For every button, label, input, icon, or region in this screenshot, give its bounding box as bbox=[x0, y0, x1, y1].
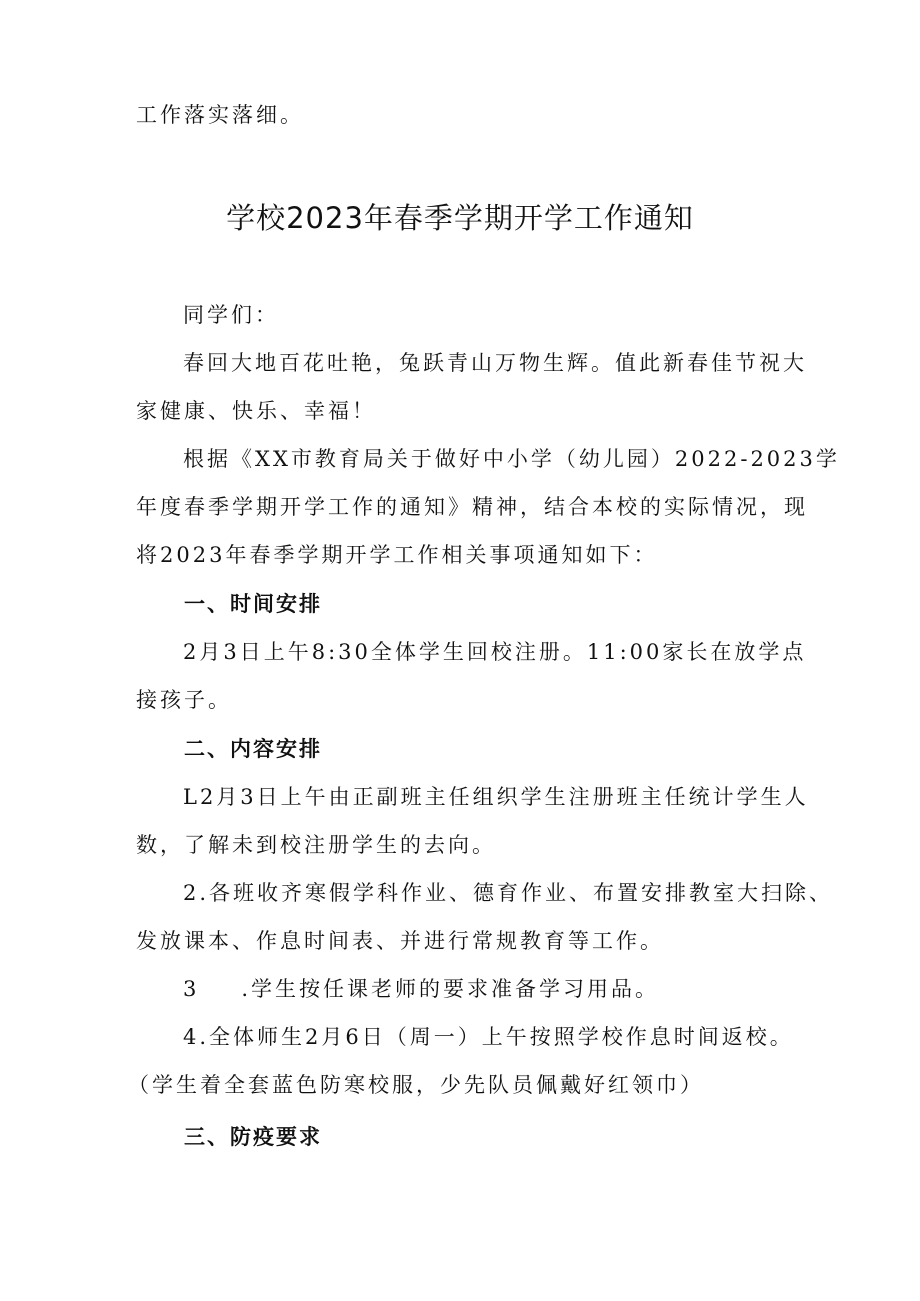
section-2-item-2-line-2: 发放课本、作息时间表、并进行常规教育等工作。 bbox=[136, 929, 664, 953]
section-2-item-4-line-1: 4.全体师生2月6日（周一）上午按照学校作息时间返校。 bbox=[183, 1025, 794, 1049]
section-heading-content: 二、内容安排 bbox=[184, 737, 322, 761]
salutation: 同学们： bbox=[183, 303, 279, 327]
section-2-item-1-line-1: L2月3日上午由正副班主任组织学生注册班主任统计学生人 bbox=[183, 785, 809, 809]
section-1-line-1: 2月3日上午8:30全体学生回校注册。11:00家长在放学点 bbox=[183, 640, 807, 664]
section-2-item-2-line-1: 2.各班收齐寒假学科作业、德育作业、布置安排教室大扫除、 bbox=[183, 881, 834, 905]
intro-paragraph-1-line-1: 春回大地百花吐艳，兔跃青山万物生辉。值此新春佳节祝大 bbox=[183, 351, 807, 375]
section-1-line-2: 接孩子。 bbox=[136, 688, 232, 712]
intro-paragraph-1-line-2: 家健康、快乐、幸福！ bbox=[136, 399, 376, 423]
section-2-item-1-line-2: 数，了解未到校注册学生的去向。 bbox=[136, 833, 496, 857]
intro-paragraph-2-line-2: 年度春季学期开学工作的通知》精神，结合本校的实际情况，现 bbox=[136, 495, 808, 519]
section-heading-time: 一、时间安排 bbox=[184, 592, 322, 616]
carry-over-line: 工作落实落细。 bbox=[136, 103, 304, 127]
section-2-item-3-text: .学生按任课老师的要求准备学习用品。 bbox=[241, 977, 660, 1001]
section-2-item-4-line-2: （学生着全套蓝色防寒校服，少先队员佩戴好红领巾） bbox=[128, 1073, 704, 1097]
intro-paragraph-2-line-1: 根据《XX市教育局关于做好中小学（幼儿园）2022-2023学 bbox=[183, 447, 840, 471]
section-2-item-3-number: 3 bbox=[183, 977, 200, 1001]
section-heading-epidemic-prevention: 三、防疫要求 bbox=[184, 1125, 322, 1149]
document-title: 学校2023年春季学期开学工作通知 bbox=[226, 201, 694, 235]
intro-paragraph-2-line-3: 将2023年春季学期开学工作相关事项通知如下： bbox=[136, 543, 658, 567]
section-2-item-3 bbox=[183, 974, 659, 1004]
